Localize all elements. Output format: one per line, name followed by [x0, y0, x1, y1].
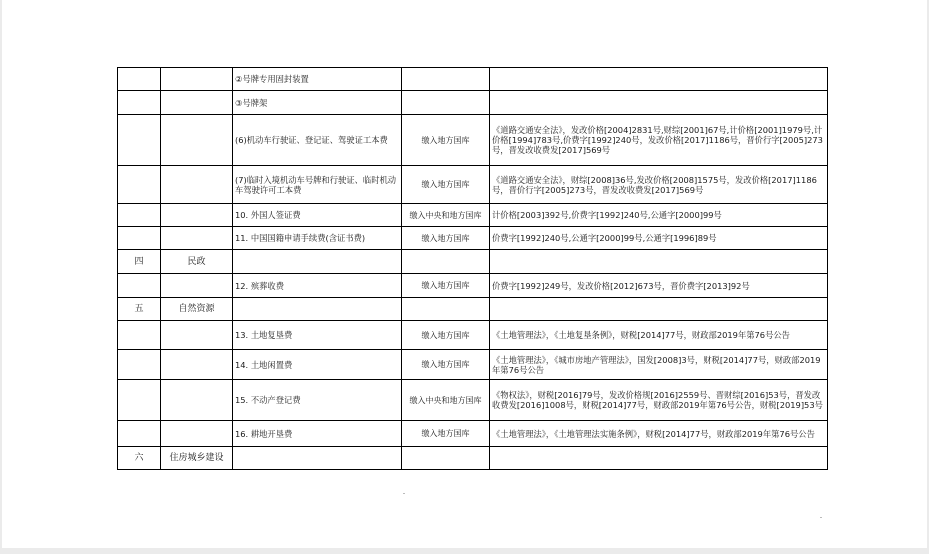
row-number: 五	[118, 298, 161, 321]
row-number	[118, 421, 161, 447]
row-treasury	[402, 447, 490, 470]
table-row	[118, 227, 828, 250]
row-item	[233, 298, 402, 321]
row-item: ②号牌专用固封装置	[233, 68, 402, 91]
row-category	[161, 274, 233, 298]
row-item: 14. 土地闲置费	[233, 350, 402, 380]
row-basis: 价费字[1992]240号,公通字[2000]99号,公通字[1996]89号	[490, 227, 828, 250]
row-treasury: 缴入地方国库	[402, 115, 490, 166]
table-row	[118, 380, 828, 421]
table-row	[118, 166, 828, 204]
row-category	[161, 380, 233, 421]
row-treasury	[402, 68, 490, 91]
scan-speck	[820, 517, 822, 518]
table-row	[118, 204, 828, 227]
table-row	[118, 421, 828, 447]
row-basis: 《土地管理法》，《城市房地产管理法》，国发[2008]3号，财税[2014]77号，财政部2019年第76号公告	[490, 350, 828, 380]
row-number	[118, 274, 161, 298]
row-number: 六	[118, 447, 161, 470]
row-basis	[490, 447, 828, 470]
row-item: (6)机动车行驶证、登记证、驾驶证工本费	[233, 115, 402, 166]
table-row	[118, 68, 828, 91]
row-treasury	[402, 250, 490, 274]
row-item: 12. 殡葬收费	[233, 274, 402, 298]
row-number	[118, 350, 161, 380]
row-treasury: 缴入地方国库	[402, 227, 490, 250]
row-basis: 计价格[2003]392号,价费字[1992]240号,公通字[2000]99号	[490, 204, 828, 227]
row-treasury: 缴入地方国库	[402, 421, 490, 447]
row-basis: 《土地管理法》，《土地管理法实施条例》，财税[2014]77号，财政部2019年第76号公告	[490, 421, 828, 447]
row-item	[233, 250, 402, 274]
row-treasury: 缴入地方国库	[402, 321, 490, 350]
row-category	[161, 91, 233, 115]
row-category	[161, 115, 233, 166]
row-basis: 《物权法》，财税[2016]79号，发改价格规[2016]2559号、晋财综[2016]53号，晋发改收费发[2016]1008号，财税[2014]77号，财政部2019年第76号公告，财税[2019]53号	[490, 380, 828, 421]
row-item: 15. 不动产登记费	[233, 380, 402, 421]
row-category	[161, 350, 233, 380]
row-number	[118, 166, 161, 204]
row-treasury: 缴入地方国库	[402, 166, 490, 204]
scan-speck	[403, 493, 405, 494]
row-category	[161, 166, 233, 204]
table-row	[118, 350, 828, 380]
row-basis	[490, 91, 828, 115]
row-item: 11. 中国国籍申请手续费(含证书费)	[233, 227, 402, 250]
row-category	[161, 421, 233, 447]
row-item	[233, 447, 402, 470]
row-number	[118, 321, 161, 350]
row-category	[161, 204, 233, 227]
row-item: 10. 外国人签证费	[233, 204, 402, 227]
row-category	[161, 321, 233, 350]
row-treasury	[402, 298, 490, 321]
row-basis	[490, 68, 828, 91]
row-category: 住房城乡建设	[161, 447, 233, 470]
row-basis	[490, 250, 828, 274]
table-row	[118, 321, 828, 350]
row-treasury: 缴入地方国库	[402, 350, 490, 380]
row-basis: 价费字[1992]249号，发改价格[2012]673号，晋价费字[2013]92号	[490, 274, 828, 298]
row-category: 民政	[161, 250, 233, 274]
row-basis: 《道路交通安全法》，财综[2008]36号,发改价格[2008]1575号，发改价格[2017]1186号，晋价行字[2005]273号，晋发改收费发[2017]569号	[490, 166, 828, 204]
row-number	[118, 204, 161, 227]
row-treasury: 缴入中央和地方国库	[402, 204, 490, 227]
row-number	[118, 380, 161, 421]
row-category	[161, 227, 233, 250]
row-basis	[490, 298, 828, 321]
row-treasury	[402, 91, 490, 115]
row-item: ③号牌架	[233, 91, 402, 115]
row-basis: 《道路交通安全法》，发改价格[2004]2831号,财综[2001]67号,计价格[2001]1979号,计价格[1994]783号,价费字[1992]240号，发改价格[2017]1186号，晋价行字[2005]273号，晋发改收费发[2017]569号	[490, 115, 828, 166]
table-row	[118, 274, 828, 298]
row-category	[161, 68, 233, 91]
fee-table	[117, 67, 828, 470]
row-number	[118, 115, 161, 166]
table-row	[118, 115, 828, 166]
row-item: 16. 耕地开垦费	[233, 421, 402, 447]
row-item: 13. 土地复垦费	[233, 321, 402, 350]
table-row	[118, 447, 828, 470]
table-row	[118, 298, 828, 321]
row-number	[118, 91, 161, 115]
row-basis: 《土地管理法》，《土地复垦条例》，财税[2014]77号，财政部2019年第76号公告	[490, 321, 828, 350]
row-number	[118, 227, 161, 250]
row-number	[118, 68, 161, 91]
table-row	[118, 250, 828, 274]
row-item: (7)临时入境机动车号牌和行驶证、临时机动车驾驶许可工本费	[233, 166, 402, 204]
row-category: 自然资源	[161, 298, 233, 321]
row-number: 四	[118, 250, 161, 274]
table-row	[118, 91, 828, 115]
row-treasury: 缴入中央和地方国库	[402, 380, 490, 421]
row-treasury: 缴入地方国库	[402, 274, 490, 298]
